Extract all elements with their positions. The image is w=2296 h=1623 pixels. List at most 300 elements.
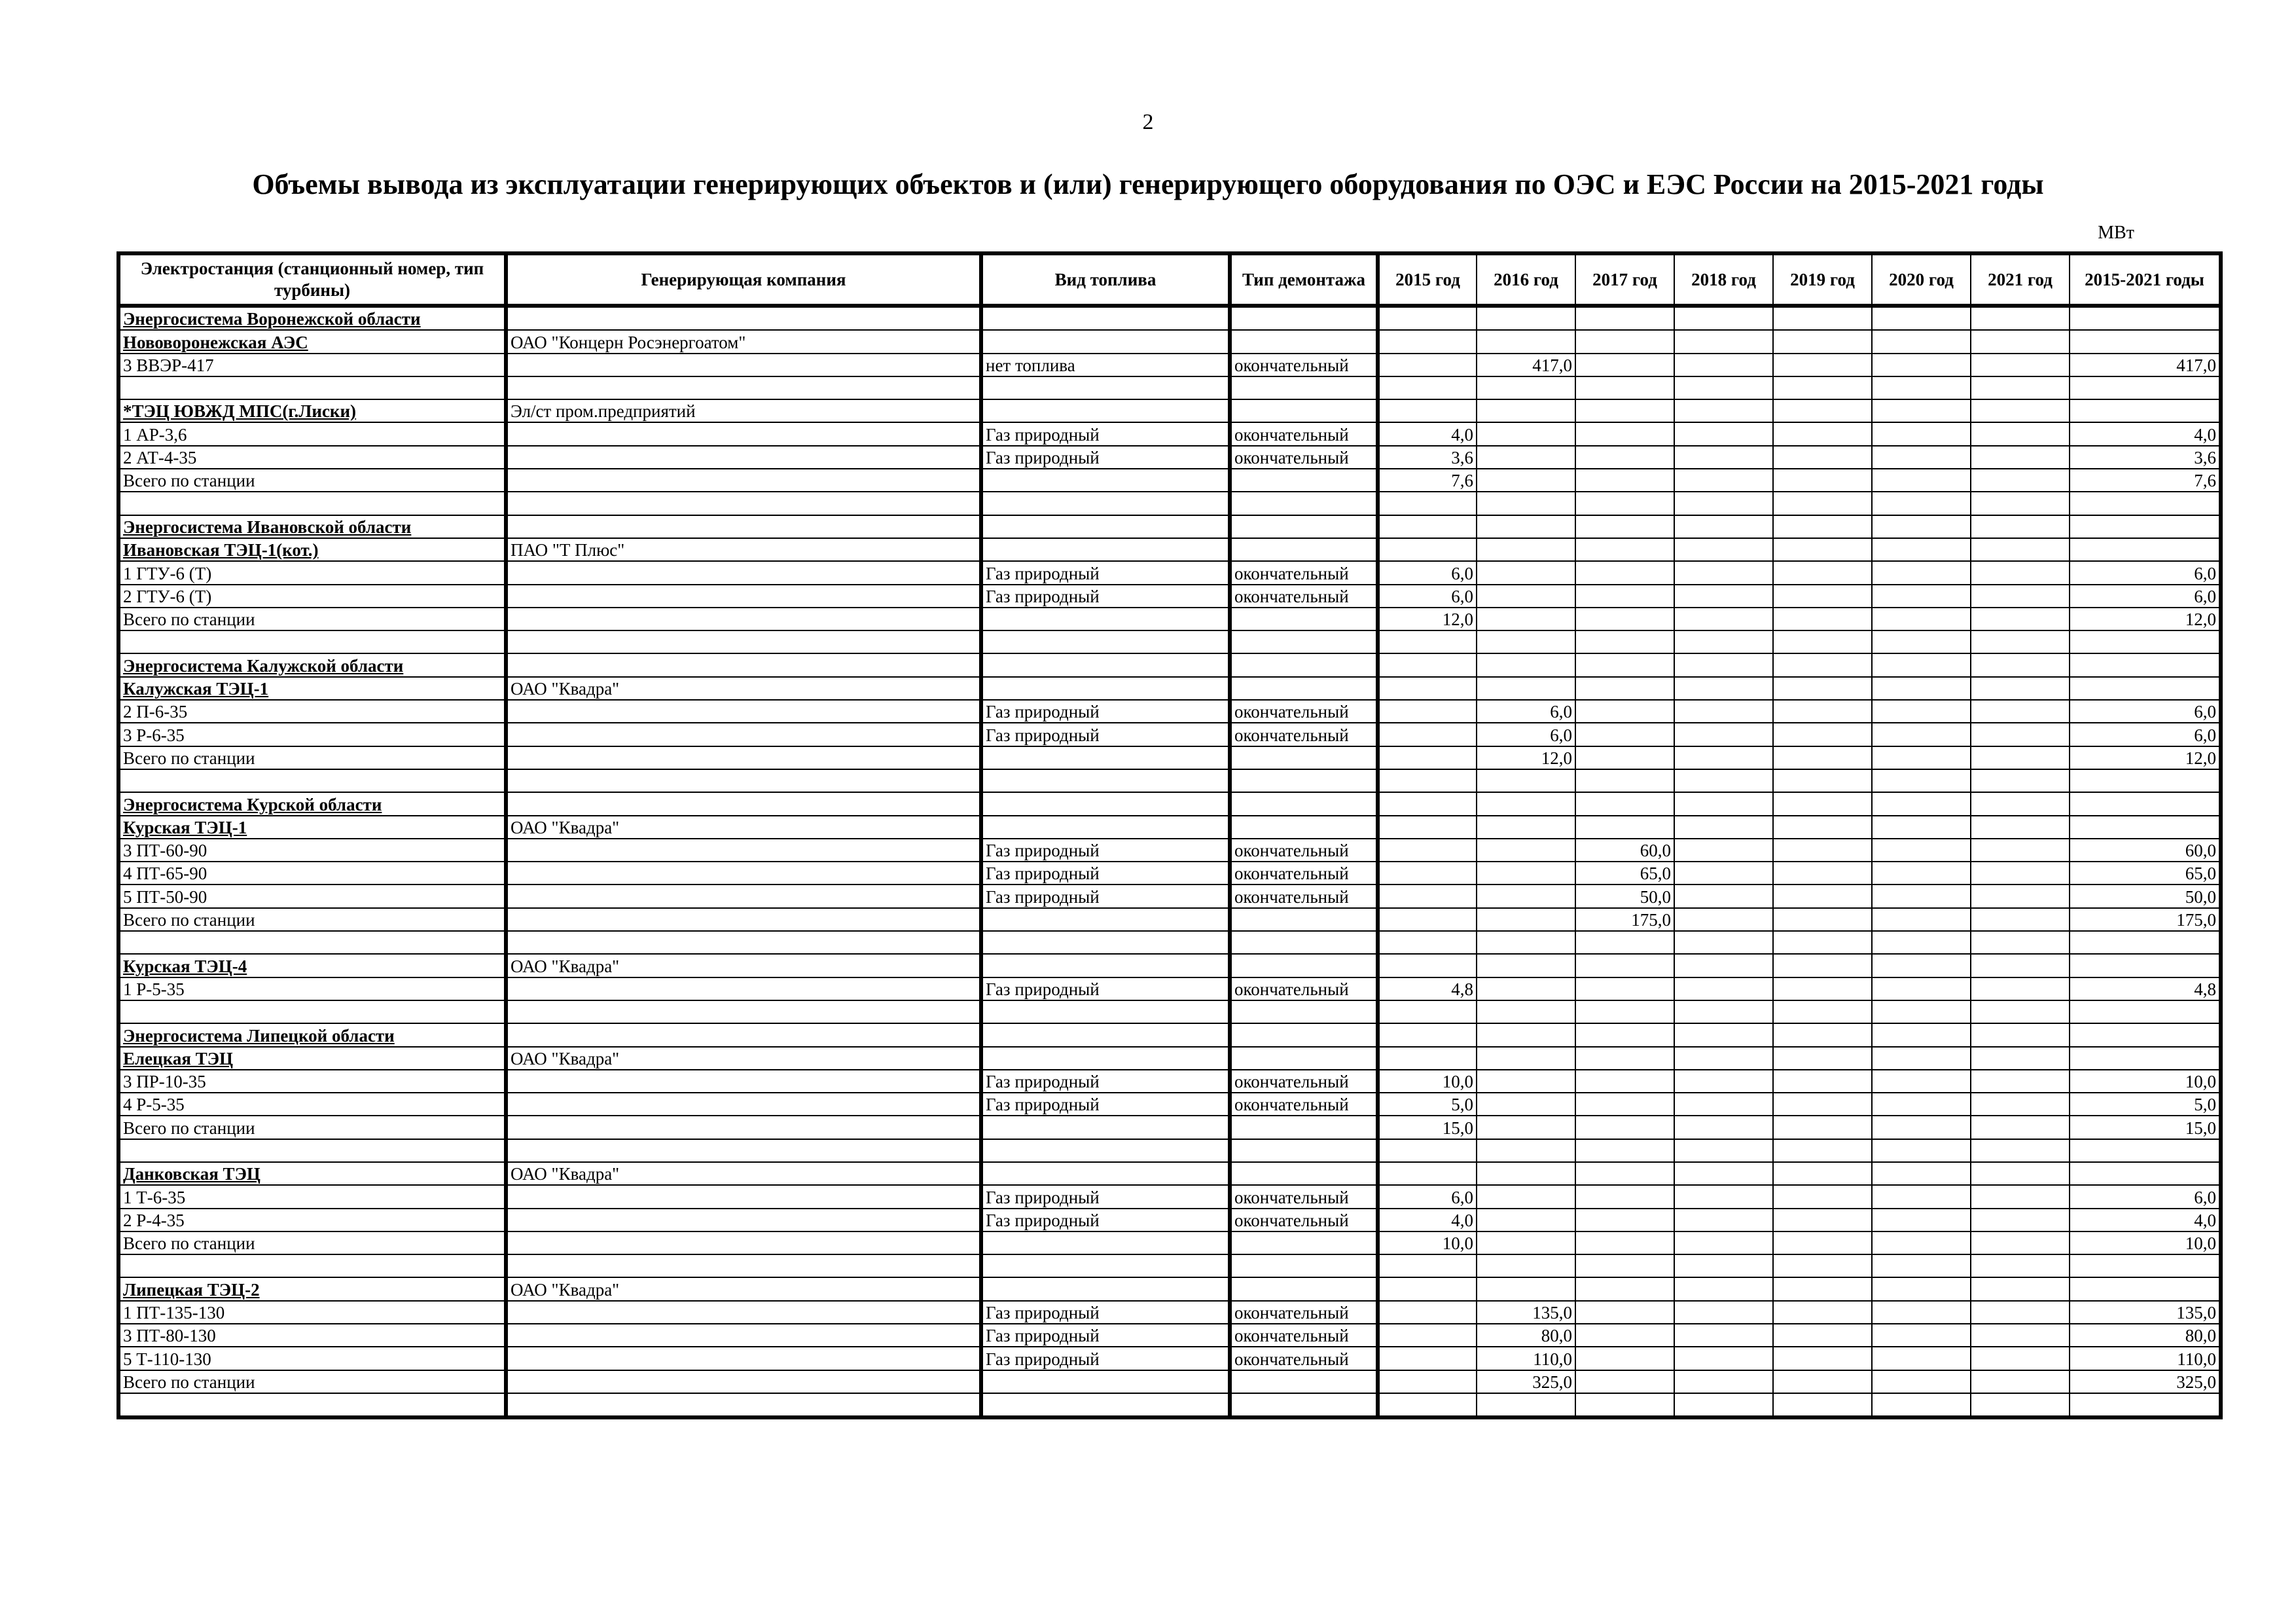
cell-station: 2 ГТУ-6 (Т) (118, 585, 506, 608)
cell-station: Энергосистема Курской области (118, 792, 506, 815)
cell-2020 (1872, 469, 1971, 492)
cell-2017 (1575, 977, 1674, 1000)
cell-2015 (1378, 1370, 1477, 1393)
cell-dismantle-type: окончательный (1230, 422, 1378, 445)
cell-2015: 5,0 (1378, 1093, 1477, 1116)
cell-dismantle-type: окончательный (1230, 723, 1378, 746)
cell-2016 (1477, 1070, 1575, 1093)
cell-dismantle-type (1230, 515, 1378, 538)
table-row (118, 1093, 2221, 1116)
cell-station: Всего по станции (118, 1116, 506, 1139)
cell-station: Энергосистема Ивановской области (118, 515, 506, 538)
cell-fuel (981, 816, 1230, 839)
cell-2016 (1477, 1093, 1575, 1116)
cell-total (2070, 1047, 2221, 1070)
cell-2019 (1773, 954, 1872, 977)
cell-total: 5,0 (2070, 1093, 2221, 1116)
cell-2016 (1477, 422, 1575, 445)
cell-2021 (1971, 700, 2070, 723)
cell-company: ОАО "Квадра" (506, 954, 981, 977)
cell-2020 (1872, 792, 1971, 815)
cell-2015 (1378, 931, 1477, 954)
cell-2015: 12,0 (1378, 608, 1477, 630)
cell-2018 (1674, 354, 1773, 376)
cell-2018 (1674, 561, 1773, 584)
cell-2019 (1773, 630, 1872, 653)
cell-dismantle-type (1230, 677, 1378, 700)
cell-2017 (1575, 1209, 1674, 1231)
table-row (118, 446, 2221, 469)
cell-fuel (981, 1162, 1230, 1185)
table-row (118, 816, 2221, 839)
cell-2019 (1773, 376, 1872, 399)
cell-dismantle-type: окончательный (1230, 1301, 1378, 1324)
table-row (118, 723, 2221, 746)
cell-2020 (1872, 1093, 1971, 1116)
cell-dismantle-type (1230, 538, 1378, 561)
cell-2017 (1575, 538, 1674, 561)
cell-station: Всего по станции (118, 746, 506, 769)
cell-2018 (1674, 399, 1773, 422)
cell-2018 (1674, 515, 1773, 538)
cell-company: Эл/ст пром.предприятий (506, 399, 981, 422)
cell-2020 (1872, 1070, 1971, 1093)
cell-total (2070, 376, 2221, 399)
cell-2016 (1477, 908, 1575, 931)
cell-2015: 4,0 (1378, 422, 1477, 445)
cell-station: Энергосистема Воронежской области (118, 306, 506, 330)
cell-2019 (1773, 1347, 1872, 1370)
cell-2017 (1575, 700, 1674, 723)
cell-dismantle-type (1230, 1254, 1378, 1277)
cell-dismantle-type: окончательный (1230, 446, 1378, 469)
cell-2018 (1674, 1277, 1773, 1300)
cell-total (2070, 677, 2221, 700)
cell-2016 (1477, 561, 1575, 584)
cell-2020 (1872, 1116, 1971, 1139)
cell-station: 3 ПТ-60-90 (118, 839, 506, 862)
cell-company (506, 306, 981, 330)
cell-2020 (1872, 538, 1971, 561)
cell-2017 (1575, 746, 1674, 769)
cell-2016 (1477, 1393, 1575, 1417)
cell-company (506, 1231, 981, 1254)
cell-2020 (1872, 1370, 1971, 1393)
cell-2016 (1477, 769, 1575, 792)
cell-company (506, 1116, 981, 1139)
cell-company (506, 746, 981, 769)
table-row (118, 931, 2221, 954)
cell-2018 (1674, 1070, 1773, 1093)
cell-dismantle-type (1230, 792, 1378, 815)
cell-2021 (1971, 653, 2070, 676)
cell-2015: 7,6 (1378, 469, 1477, 492)
cell-dismantle-type: окончательный (1230, 977, 1378, 1000)
cell-2018 (1674, 792, 1773, 815)
cell-2016 (1477, 1000, 1575, 1023)
cell-2016 (1477, 1209, 1575, 1231)
cell-total (2070, 769, 2221, 792)
cell-2021 (1971, 1301, 2070, 1324)
cell-dismantle-type: окончательный (1230, 561, 1378, 584)
cell-2018 (1674, 492, 1773, 515)
cell-2019 (1773, 1393, 1872, 1417)
cell-2015: 4,0 (1378, 1209, 1477, 1231)
cell-total: 7,6 (2070, 469, 2221, 492)
cell-2021 (1971, 515, 2070, 538)
cell-2019 (1773, 1324, 1872, 1347)
cell-2019 (1773, 1209, 1872, 1231)
cell-company: ОАО "Квадра" (506, 1047, 981, 1070)
cell-2019 (1773, 677, 1872, 700)
cell-fuel: Газ природный (981, 884, 1230, 907)
cell-2018 (1674, 839, 1773, 862)
cell-2015: 10,0 (1378, 1231, 1477, 1254)
cell-2020 (1872, 746, 1971, 769)
cell-2016 (1477, 469, 1575, 492)
cell-2016 (1477, 630, 1575, 653)
cell-company (506, 469, 981, 492)
table-row (118, 769, 2221, 792)
cell-2021 (1971, 422, 2070, 445)
cell-2016 (1477, 515, 1575, 538)
cell-station: 1 ГТУ-6 (Т) (118, 561, 506, 584)
cell-2021 (1971, 399, 2070, 422)
cell-total: 15,0 (2070, 1116, 2221, 1139)
cell-2017 (1575, 399, 1674, 422)
cell-station (118, 630, 506, 653)
cell-fuel (981, 399, 1230, 422)
cell-2016 (1477, 608, 1575, 630)
cell-2018 (1674, 630, 1773, 653)
cell-company (506, 792, 981, 815)
cell-dismantle-type (1230, 1162, 1378, 1185)
cell-2018 (1674, 816, 1773, 839)
cell-2018 (1674, 1185, 1773, 1208)
cell-2015 (1378, 1301, 1477, 1324)
cell-dismantle-type (1230, 399, 1378, 422)
cell-total: 3,6 (2070, 446, 2221, 469)
cell-total (2070, 330, 2221, 353)
cell-2015 (1378, 839, 1477, 862)
cell-station: Курская ТЭЦ-4 (118, 954, 506, 977)
cell-2021 (1971, 1324, 2070, 1347)
cell-total (2070, 931, 2221, 954)
cell-total: 10,0 (2070, 1231, 2221, 1254)
cell-fuel (981, 630, 1230, 653)
cell-2019 (1773, 1000, 1872, 1023)
cell-2017 (1575, 1231, 1674, 1254)
cell-total: 12,0 (2070, 746, 2221, 769)
cell-2019 (1773, 792, 1872, 815)
cell-2018 (1674, 585, 1773, 608)
cell-company (506, 769, 981, 792)
cell-2015 (1378, 1047, 1477, 1070)
cell-2015: 10,0 (1378, 1070, 1477, 1093)
cell-company (506, 1370, 981, 1393)
cell-2016 (1477, 977, 1575, 1000)
cell-2017 (1575, 630, 1674, 653)
cell-2018 (1674, 1162, 1773, 1185)
cell-dismantle-type (1230, 1393, 1378, 1417)
table-row (118, 422, 2221, 445)
cell-dismantle-type: окончательный (1230, 1209, 1378, 1231)
cell-2017: 50,0 (1575, 884, 1674, 907)
cell-dismantle-type (1230, 908, 1378, 931)
cell-2015 (1378, 1324, 1477, 1347)
cell-2016: 110,0 (1477, 1347, 1575, 1370)
cell-2016: 325,0 (1477, 1370, 1575, 1393)
header-station: Электростанция (станционный номер, тип турбины) (118, 253, 506, 306)
cell-2017 (1575, 1116, 1674, 1139)
cell-2021 (1971, 446, 2070, 469)
cell-2020 (1872, 954, 1971, 977)
cell-company (506, 354, 981, 376)
header-fuel: Вид топлива (981, 253, 1230, 306)
cell-2017 (1575, 469, 1674, 492)
cell-fuel: Газ природный (981, 1324, 1230, 1347)
cell-2017 (1575, 306, 1674, 330)
cell-2018 (1674, 330, 1773, 353)
cell-2017: 65,0 (1575, 862, 1674, 884)
cell-2015 (1378, 306, 1477, 330)
table-row (118, 1370, 2221, 1393)
cell-2021 (1971, 376, 2070, 399)
cell-2018 (1674, 931, 1773, 954)
cell-fuel (981, 931, 1230, 954)
cell-2018 (1674, 1047, 1773, 1070)
cell-station: 3 ПТ-80-130 (118, 1324, 506, 1347)
table-row (118, 653, 2221, 676)
cell-2018 (1674, 700, 1773, 723)
cell-2016 (1477, 931, 1575, 954)
cell-fuel (981, 1231, 1230, 1254)
cell-total: 12,0 (2070, 608, 2221, 630)
cell-2016 (1477, 677, 1575, 700)
cell-2015 (1378, 1023, 1477, 1046)
cell-total: 10,0 (2070, 1070, 2221, 1093)
cell-2018 (1674, 862, 1773, 884)
cell-2016 (1477, 1139, 1575, 1162)
cell-2016 (1477, 1185, 1575, 1208)
cell-2019 (1773, 1093, 1872, 1116)
cell-2017 (1575, 1347, 1674, 1370)
cell-2018 (1674, 1139, 1773, 1162)
cell-2016: 417,0 (1477, 354, 1575, 376)
cell-2017 (1575, 677, 1674, 700)
cell-company (506, 1139, 981, 1162)
cell-2019 (1773, 746, 1872, 769)
cell-2015 (1378, 862, 1477, 884)
cell-company (506, 1093, 981, 1116)
cell-2015 (1378, 816, 1477, 839)
table-row (118, 908, 2221, 931)
cell-total: 325,0 (2070, 1370, 2221, 1393)
cell-2017 (1575, 1393, 1674, 1417)
cell-station: 2 Р-4-35 (118, 1209, 506, 1231)
cell-2017: 60,0 (1575, 839, 1674, 862)
cell-fuel: Газ природный (981, 1185, 1230, 1208)
cell-2020 (1872, 608, 1971, 630)
cell-2018 (1674, 1093, 1773, 1116)
cell-2020 (1872, 839, 1971, 862)
cell-dismantle-type (1230, 954, 1378, 977)
cell-2018 (1674, 653, 1773, 676)
cell-station: 1 Р-5-35 (118, 977, 506, 1000)
cell-2018 (1674, 1370, 1773, 1393)
table-row (118, 792, 2221, 815)
cell-2019 (1773, 884, 1872, 907)
cell-2021 (1971, 469, 2070, 492)
cell-station: Липецкая ТЭЦ-2 (118, 1277, 506, 1300)
table-row (118, 1231, 2221, 1254)
cell-2019 (1773, 1162, 1872, 1185)
cell-2019 (1773, 1023, 1872, 1046)
cell-2017 (1575, 1185, 1674, 1208)
cell-2021 (1971, 492, 2070, 515)
cell-2020 (1872, 1277, 1971, 1300)
cell-station (118, 1393, 506, 1417)
cell-2018 (1674, 977, 1773, 1000)
cell-company: ОАО "Концерн Росэнергоатом" (506, 330, 981, 353)
cell-company (506, 515, 981, 538)
cell-2016 (1477, 330, 1575, 353)
cell-2017 (1575, 792, 1674, 815)
cell-fuel: Газ природный (981, 977, 1230, 1000)
cell-fuel (981, 1116, 1230, 1139)
cell-2021 (1971, 1000, 2070, 1023)
cell-company (506, 884, 981, 907)
cell-total: 6,0 (2070, 700, 2221, 723)
table-row (118, 700, 2221, 723)
cell-2018 (1674, 1393, 1773, 1417)
cell-2020 (1872, 977, 1971, 1000)
cell-company (506, 446, 981, 469)
cell-2017 (1575, 354, 1674, 376)
cell-fuel (981, 330, 1230, 353)
cell-2020 (1872, 931, 1971, 954)
cell-2021 (1971, 1209, 2070, 1231)
cell-fuel: Газ природный (981, 862, 1230, 884)
cell-2017 (1575, 1070, 1674, 1093)
table-row (118, 492, 2221, 515)
cell-2019 (1773, 769, 1872, 792)
cell-company (506, 376, 981, 399)
cell-2020 (1872, 1324, 1971, 1347)
cell-fuel (981, 1277, 1230, 1300)
cell-company (506, 1023, 981, 1046)
cell-fuel (981, 538, 1230, 561)
cell-dismantle-type: окончательный (1230, 862, 1378, 884)
cell-2016 (1477, 1023, 1575, 1046)
table-row (118, 469, 2221, 492)
cell-station: Нововоронежская АЭС (118, 330, 506, 353)
cell-2016 (1477, 1162, 1575, 1185)
cell-company (506, 723, 981, 746)
cell-2017 (1575, 653, 1674, 676)
cell-2019 (1773, 399, 1872, 422)
cell-company (506, 1324, 981, 1347)
cell-2019 (1773, 354, 1872, 376)
cell-2015 (1378, 884, 1477, 907)
cell-station: Всего по станции (118, 908, 506, 931)
cell-2021 (1971, 1185, 2070, 1208)
cell-2021 (1971, 1231, 2070, 1254)
cell-total: 4,0 (2070, 1209, 2221, 1231)
cell-2019 (1773, 608, 1872, 630)
cell-company (506, 630, 981, 653)
cell-2018 (1674, 769, 1773, 792)
cell-company (506, 422, 981, 445)
cell-station (118, 769, 506, 792)
cell-total: 4,0 (2070, 422, 2221, 445)
header-2015: 2015 год (1378, 253, 1477, 306)
cell-2019 (1773, 538, 1872, 561)
cell-2020 (1872, 354, 1971, 376)
cell-dismantle-type: окончательный (1230, 1324, 1378, 1347)
cell-2020 (1872, 585, 1971, 608)
table-row (118, 1277, 2221, 1300)
table-row (118, 1301, 2221, 1324)
cell-2016 (1477, 446, 1575, 469)
cell-fuel: Газ природный (981, 1301, 1230, 1324)
cell-2021 (1971, 1139, 2070, 1162)
cell-2018 (1674, 677, 1773, 700)
cell-fuel (981, 1393, 1230, 1417)
cell-2019 (1773, 585, 1872, 608)
cell-2015 (1378, 908, 1477, 931)
cell-fuel (981, 1047, 1230, 1070)
cell-total (2070, 954, 2221, 977)
table-row (118, 561, 2221, 584)
header-dismantle-type: Тип демонтажа (1230, 253, 1378, 306)
cell-fuel: Газ природный (981, 1093, 1230, 1116)
cell-2015 (1378, 769, 1477, 792)
table-body (118, 306, 2221, 1417)
cell-2021 (1971, 1277, 2070, 1300)
table-row (118, 839, 2221, 862)
cell-2021 (1971, 816, 2070, 839)
cell-fuel (981, 1370, 1230, 1393)
cell-2016 (1477, 492, 1575, 515)
cell-total: 65,0 (2070, 862, 2221, 884)
cell-fuel: Газ природный (981, 1209, 1230, 1231)
cell-station: Энергосистема Калужской области (118, 653, 506, 676)
cell-company (506, 700, 981, 723)
cell-2017 (1575, 330, 1674, 353)
cell-2016: 135,0 (1477, 1301, 1575, 1324)
cell-2015 (1378, 330, 1477, 353)
cell-2021 (1971, 585, 2070, 608)
cell-dismantle-type: окончательный (1230, 1347, 1378, 1370)
cell-2018 (1674, 608, 1773, 630)
cell-2020 (1872, 630, 1971, 653)
cell-2016 (1477, 376, 1575, 399)
cell-dismantle-type (1230, 1047, 1378, 1070)
cell-2021 (1971, 931, 2070, 954)
cell-dismantle-type: окончательный (1230, 700, 1378, 723)
cell-2018 (1674, 1023, 1773, 1046)
cell-company (506, 1301, 981, 1324)
cell-company (506, 1070, 981, 1093)
cell-fuel (981, 1000, 1230, 1023)
table-row (118, 515, 2221, 538)
cell-station: Всего по станции (118, 1231, 506, 1254)
cell-2017 (1575, 446, 1674, 469)
cell-2016 (1477, 884, 1575, 907)
cell-dismantle-type (1230, 816, 1378, 839)
cell-company (506, 908, 981, 931)
